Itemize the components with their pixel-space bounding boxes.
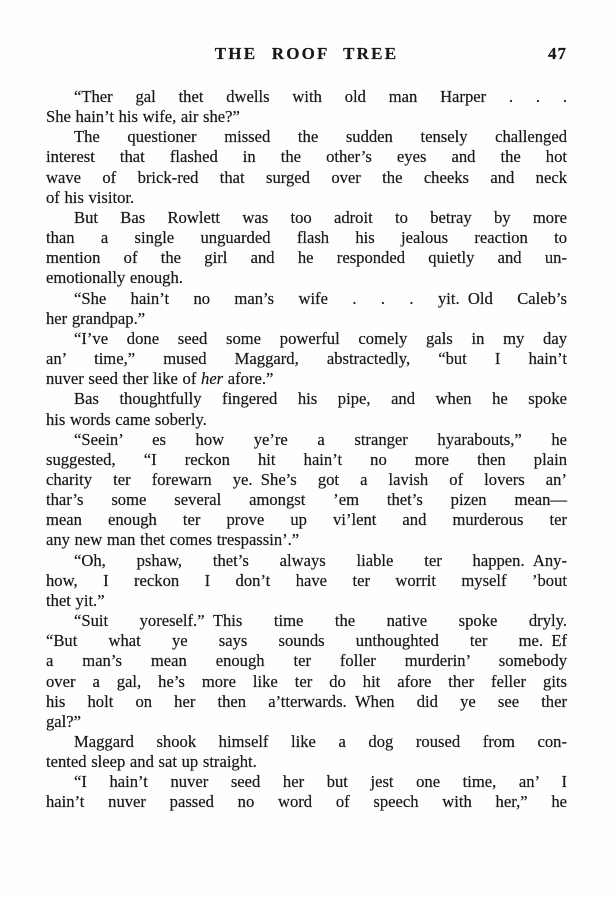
text-segment: than a single unguarded flash his jealous reaction to <box>46 228 567 248</box>
text-segment: mention of the girl and he responded quietly and un- <box>46 248 567 268</box>
text-line <box>46 430 567 450</box>
text-line <box>46 410 567 430</box>
text-line <box>46 369 567 389</box>
text-segment: Bas thoughtfully fingered his pipe, and when he spoke <box>74 389 567 409</box>
text-line <box>46 571 567 591</box>
text-line <box>46 490 567 510</box>
text-segment: “She hain’t no man’s wife . . . yit. Old Caleb’s <box>74 288 567 308</box>
text-segment: his words came soberly. <box>46 409 207 429</box>
text-segment: emotionally enough. <box>46 268 183 288</box>
text-segment: tented sleep and sat up straight. <box>46 752 257 772</box>
text-line <box>46 530 567 550</box>
paragraph <box>46 329 567 389</box>
text-segment: how, I reckon I don’t have ter worrit myself ’bout <box>46 570 567 590</box>
page-number: 47 <box>548 44 567 63</box>
text-line <box>46 349 567 369</box>
text-segment: “Seein’ es how ye’re a stranger hyarabouts,” he <box>74 429 567 449</box>
paragraph <box>46 732 567 772</box>
text-segment: his holt on her then a’tterwards. When did ye see ther <box>46 691 567 711</box>
text-segment: She hain’t his wife, air she?” <box>46 107 240 127</box>
paragraph <box>46 208 567 289</box>
text-line <box>46 127 567 147</box>
paragraph <box>46 389 567 429</box>
text-line <box>46 329 567 349</box>
text-line <box>46 732 567 752</box>
text-line <box>46 651 567 671</box>
text-segment: “Oh, pshaw, thet’s always liable ter happen. Any- <box>74 550 567 570</box>
text-segment: thet yit.” <box>46 590 105 610</box>
text-line <box>46 692 567 712</box>
text-segment: “Ther gal thet dwells with old man Harper . . . <box>74 87 567 106</box>
text-line <box>46 772 567 792</box>
text-line <box>46 87 567 107</box>
text-line <box>46 208 567 228</box>
text-line <box>46 712 567 732</box>
text-segment: an’ time,” mused Maggard, abstractedly, “but I hain’t <box>46 349 567 369</box>
text-line <box>46 611 567 631</box>
text-line <box>46 147 567 167</box>
text-line <box>46 309 567 329</box>
text-segment: her grandpap.” <box>46 308 146 328</box>
text-segment: “I’ve done seed some powerful comely gals in my day <box>74 328 567 348</box>
text-segment: suggested, “I reckon hit hain’t no more then plain <box>46 449 567 469</box>
text-segment: over a gal, he’s more like ter do hit afore ther feller gits <box>46 671 567 691</box>
text-line <box>46 248 567 268</box>
text-line <box>46 631 567 651</box>
text-segment: Maggard shook himself like a dog roused from con- <box>74 732 567 751</box>
paragraph <box>46 430 567 551</box>
text-line <box>46 268 567 288</box>
text-segment: “Suit yoreself.” This time the native spoke dryly. <box>74 611 567 631</box>
text-line <box>46 450 567 470</box>
text-line <box>46 510 567 530</box>
text-line <box>46 188 567 208</box>
text-line <box>46 228 567 248</box>
text-line <box>46 289 567 309</box>
paragraph <box>46 611 567 732</box>
paragraph <box>46 551 567 611</box>
text-segment: nuver seed ther like of <box>46 369 202 389</box>
running-header <box>46 44 567 64</box>
paragraph <box>46 772 567 812</box>
text-segment: a man’s mean enough ter foller murderin’ somebody <box>46 651 567 671</box>
text-segment: But Bas Rowlett was too adroit to betray by more <box>74 207 567 227</box>
page-title: THE ROOF TREE <box>214 44 399 63</box>
text-segment: “I hain’t nuver seed her but jest one time, an’ I <box>74 772 567 792</box>
text-segment: of his visitor. <box>46 187 135 207</box>
text-segment: “But what ye says sounds unthoughted ter me. Ef <box>46 631 567 651</box>
text-segment: mean enough ter prove up vi’lent and murderous ter <box>46 510 567 530</box>
text-line <box>46 107 567 127</box>
text-segment: thar’s some several amongst ’em thet’s pizen mean— <box>46 490 567 510</box>
text-line <box>46 470 567 490</box>
text-segment: afore.” <box>223 369 274 389</box>
text-line <box>46 168 567 188</box>
text-segment: gal?” <box>46 711 82 731</box>
paragraph <box>46 127 567 208</box>
text-segment: any new man thet comes trespassin’.” <box>46 530 300 550</box>
paragraph <box>46 289 567 329</box>
text-line <box>46 551 567 571</box>
text-line <box>46 591 567 611</box>
text-segment: charity ter forewarn ye. She’s got a lavish of lovers an’ <box>46 469 567 489</box>
text-line <box>46 752 567 772</box>
text-line <box>46 672 567 692</box>
text-segment: The questioner missed the sudden tensely challenged <box>74 127 567 147</box>
page-body <box>46 87 567 813</box>
text-segment: wave of brick-red that surged over the cheeks and neck <box>46 167 567 187</box>
text-line <box>46 389 567 409</box>
text-line <box>46 792 567 812</box>
italic-text: her <box>201 369 224 389</box>
text-segment: hain’t nuver passed no word of speech with her,” he <box>46 792 567 812</box>
paragraph <box>46 87 567 127</box>
text-segment: interest that flashed in the other’s eyes and the hot <box>46 147 567 167</box>
